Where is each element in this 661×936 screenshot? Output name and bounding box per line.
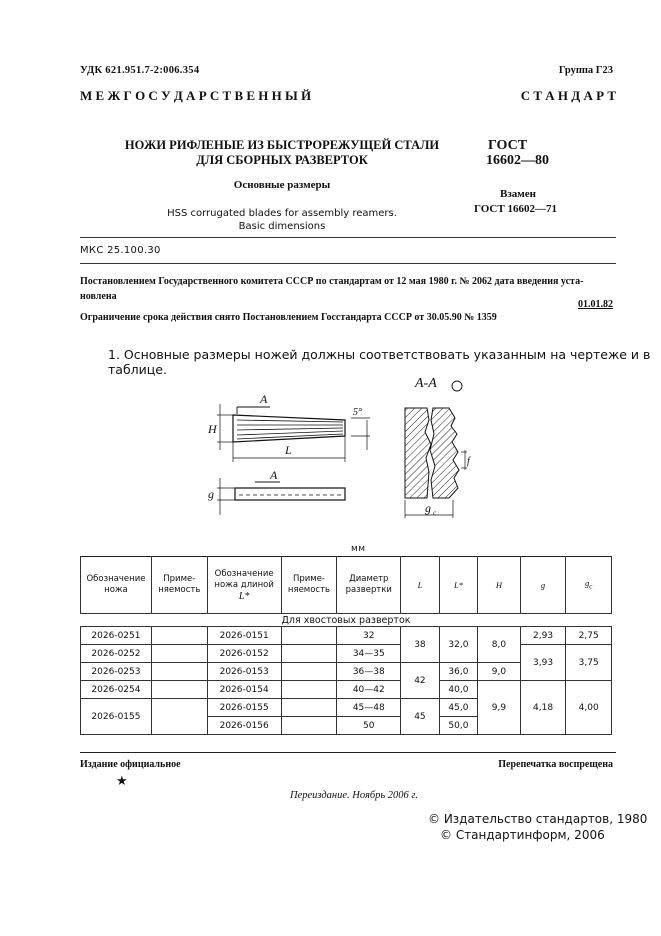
official-edition-label: Издание официальное [80, 759, 181, 770]
banner-word-interstate: М Е Ж Г О С У Д А Р С Т В Е Н Н Ы Й [80, 88, 312, 103]
cell-designation-l: 2026-0155 [207, 699, 281, 717]
document-title [92, 138, 472, 168]
label-angle: 5° [353, 407, 362, 418]
cell-gc: 2,75 [566, 627, 612, 645]
replaced-standard: ГОСТ 16602—71 [474, 203, 557, 215]
cell-designation-l: 2026-0153 [207, 663, 281, 681]
cell-diameter: 34—35 [337, 645, 401, 663]
cell-g: 2,93 [520, 627, 566, 645]
divider [80, 752, 616, 753]
header-diameter: Диаметр развертки [337, 557, 401, 614]
cell-designation: 2026-0251 [81, 627, 152, 645]
reissue-note: Переиздание. Ноябрь 2006 г. [290, 790, 419, 801]
header-designation: Обозначение ножа [81, 557, 152, 614]
label-f: f [467, 456, 470, 467]
cell-gc: 4,00 [566, 681, 612, 735]
cell-l-star: 40,0 [439, 681, 478, 699]
header-g: g [520, 557, 566, 614]
header-designation-l: Обозначение ножа длиной L* [207, 557, 281, 614]
table-row [81, 645, 612, 663]
document-subtitle: Основные размеры [233, 179, 331, 191]
cell-applicability [151, 699, 207, 735]
section-title: Для хвостовых разверток [81, 614, 612, 627]
cell-diameter: 40—42 [337, 681, 401, 699]
header-l-star: L* [439, 557, 478, 614]
divider [80, 263, 616, 264]
cell-designation: 2026-0252 [81, 645, 152, 663]
cell-gc: 3,75 [566, 645, 612, 681]
cell-applicability [151, 627, 207, 645]
cell-applicability-2 [281, 717, 337, 735]
banner-word-standard: С Т А Н Д А Р Т [520, 88, 616, 103]
english-title-line-2: Basic dimensions [238, 221, 326, 232]
cell-diameter: 36—38 [337, 663, 401, 681]
cell-l: 42 [401, 663, 440, 699]
cell-designation-l: 2026-0156 [207, 717, 281, 735]
blade-drawing [205, 370, 475, 530]
cell-diameter: 50 [337, 717, 401, 735]
label-a-bottom: А [270, 468, 278, 482]
label-a-top: А [260, 392, 268, 406]
cell-designation: 2026-0155 [81, 699, 152, 735]
english-title-line-1: HSS corrugated blades for assembly reamers. [167, 208, 397, 219]
cell-g: 4,18 [520, 681, 566, 735]
title-line-2: ДЛЯ СБОРНЫХ РАЗВЕРТОК [196, 153, 368, 167]
label-gc: g [425, 501, 431, 515]
cell-l-star: 50,0 [439, 717, 478, 735]
limitation-note: Ограничение срока действия снято Постановлением Госстандарта СССР от 30.05.90 № 1359 [80, 312, 497, 323]
table-row [81, 681, 612, 699]
decree-line-1: Постановлением Государственного комитета СССР по стандартам от 12 мая 1980 г. № 2062 дата введения уста- [80, 276, 584, 287]
cell-l-star: 45,0 [439, 699, 478, 717]
section-view [405, 381, 467, 518]
cell-applicability-2 [281, 663, 337, 681]
cell-diameter: 45—48 [337, 699, 401, 717]
svg-text:c: c [433, 509, 437, 517]
cell-l-star: 32,0 [439, 627, 478, 663]
gost-label: ГОСТ [488, 138, 528, 153]
title-line-1: НОЖИ РИФЛЕНЫЕ ИЗ БЫСТРОРЕЖУЩЕЙ СТАЛИ [124, 138, 440, 152]
cell-l: 45 [401, 699, 440, 735]
cell-applicability [151, 681, 207, 699]
table-header-row [81, 557, 612, 614]
cell-applicability-2 [281, 681, 337, 699]
group-code: Группа Г23 [558, 65, 613, 76]
cell-applicability [151, 663, 207, 681]
header-applicability: Приме- няемость [151, 557, 207, 614]
decree-line-2: новлена [80, 291, 117, 302]
cell-designation-l: 2026-0152 [207, 645, 281, 663]
effective-date: 01.01.82 [578, 299, 613, 310]
table-section-row [81, 614, 612, 627]
label-l: L [285, 443, 292, 457]
mks-code: МКС 25.100.30 [80, 245, 161, 256]
cell-designation-l: 2026-0151 [207, 627, 281, 645]
divider [80, 237, 616, 238]
copyright-2: © Стандартинформ, 2006 [440, 828, 605, 842]
cell-designation-l: 2026-0154 [207, 681, 281, 699]
udk-code: УДК 621.951.7-2:006.354 [80, 65, 200, 76]
label-g: g [208, 487, 214, 501]
copyright-1: © Издательство стандартов, 1980 [428, 812, 648, 826]
cell-g: 3,93 [520, 645, 566, 681]
label-h: H [208, 422, 217, 436]
cell-applicability-2 [281, 645, 337, 663]
header-l: L [401, 557, 440, 614]
dimensions-table [80, 556, 612, 735]
cell-applicability-2 [281, 627, 337, 645]
star-icon: ★ [116, 773, 128, 788]
cell-l: 38 [401, 627, 440, 663]
cell-h: 9,0 [478, 663, 521, 681]
cell-designation: 2026-0253 [81, 663, 152, 681]
cell-applicability-2 [281, 699, 337, 717]
cell-applicability [151, 645, 207, 663]
cell-h: 9,9 [478, 681, 521, 735]
side-view [217, 404, 370, 462]
section-label: А-А [415, 376, 437, 391]
cell-designation: 2026-0254 [81, 681, 152, 699]
cell-l-star: 36,0 [439, 663, 478, 681]
reprint-prohibited-label: Перепечатка воспрещена [498, 759, 613, 770]
header-applicability-2: Приме- няемость [281, 557, 337, 614]
header-h: H [478, 557, 521, 614]
interstate-standard-banner [80, 88, 616, 104]
replaces-label: Взамен [500, 188, 536, 200]
paragraph-1: 1. Основные размеры ножей должны соответствовать указанным на чертеже и в таблице. [108, 347, 651, 377]
cell-h: 8,0 [478, 627, 521, 663]
header-gc: $g_c$ [566, 557, 612, 614]
table-row [81, 627, 612, 645]
gost-number: 16602—80 [486, 153, 549, 168]
cell-diameter: 32 [337, 627, 401, 645]
top-view [217, 478, 345, 515]
units-label: мм [351, 544, 366, 554]
